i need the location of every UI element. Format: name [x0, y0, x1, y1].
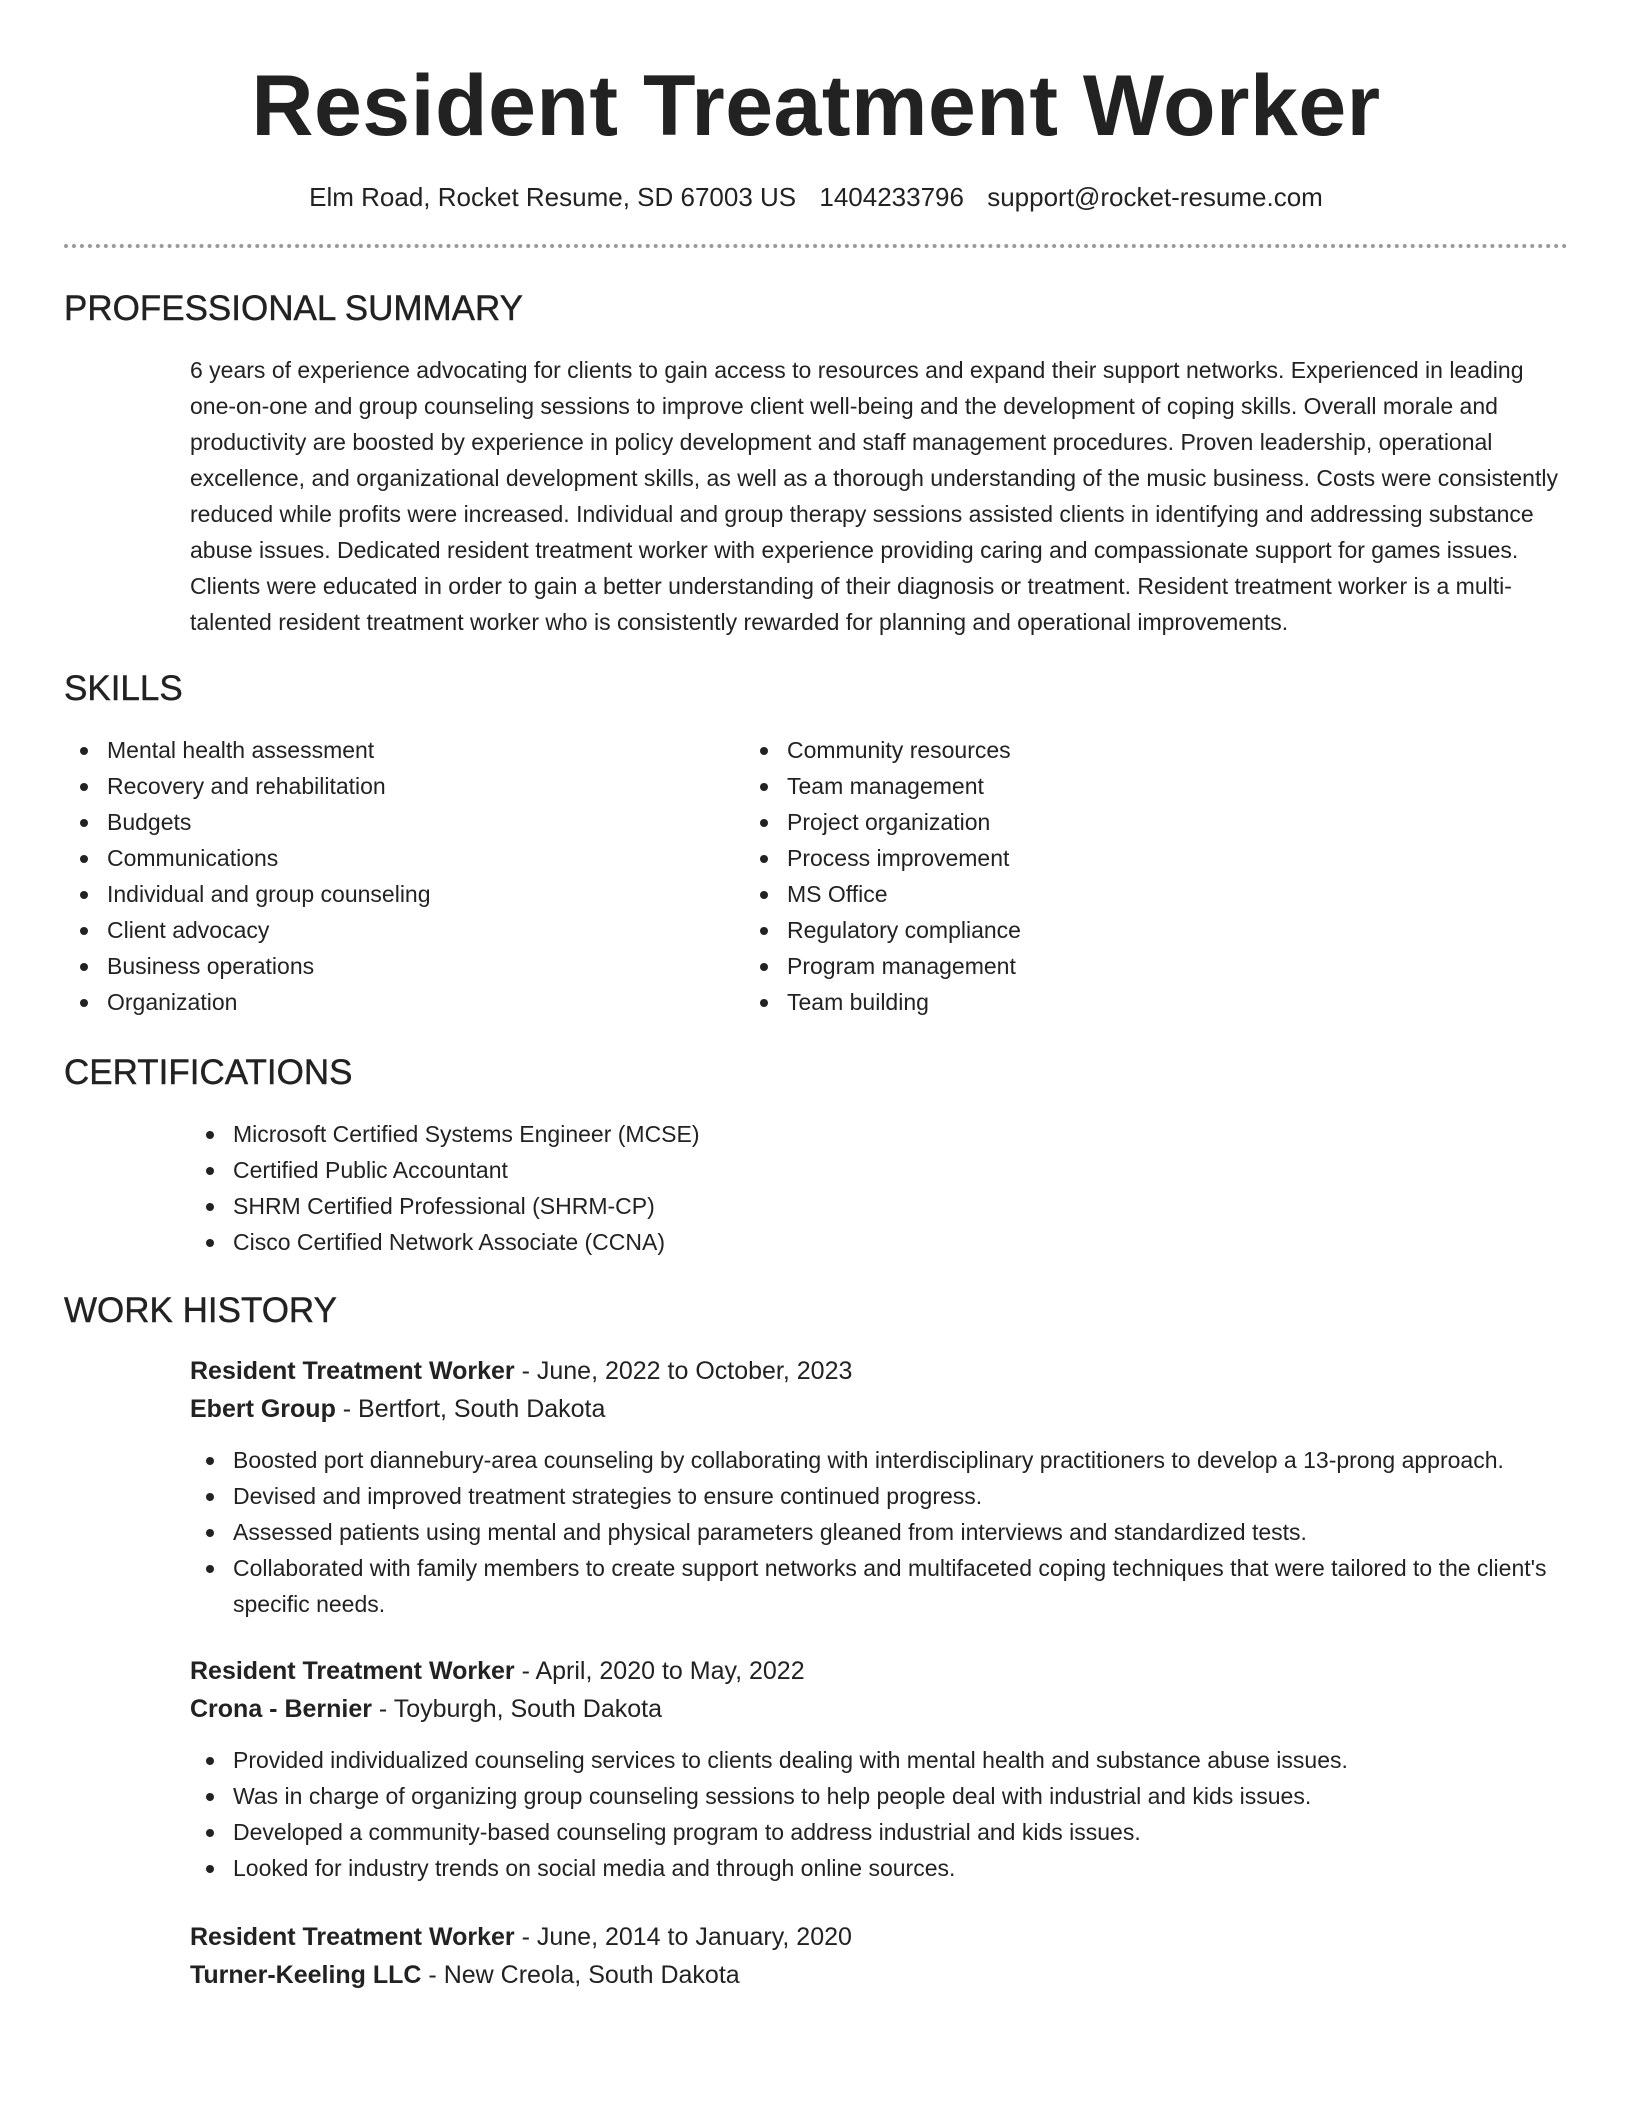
job-entry — [190, 1352, 1568, 1622]
contact-address: Elm Road, Rocket Resume, SD 67003 US — [309, 182, 797, 212]
resume-name: Resident Treatment Worker — [251, 58, 1381, 154]
section-title-skills: SKILLS — [64, 669, 183, 708]
contact-info — [64, 180, 1568, 214]
contact-email: support@rocket-resume.com — [987, 182, 1323, 212]
job-role: Resident Treatment Worker — [190, 1657, 515, 1685]
job-bullet: Boosted port diannebury-area counseling by collaborating with interdisciplinary practitioners to develop a 13-prong approach. — [190, 1442, 1568, 1478]
contact-phone: 1404233796 — [819, 182, 964, 212]
job-bullets — [64, 1442, 1568, 1622]
job-company: Turner-Keeling LLC — [190, 1961, 422, 1989]
skill-item: Client advocacy — [64, 912, 744, 948]
section-title-work-history: WORK HISTORY — [64, 1291, 337, 1330]
skill-item: Communications — [64, 840, 744, 876]
skill-item: Regulatory compliance — [744, 912, 1424, 948]
certifications-list — [190, 1116, 1568, 1260]
job-role-line — [190, 1352, 1568, 1390]
skill-item: Organization — [64, 984, 744, 1020]
skill-item: Process improvement — [744, 840, 1424, 876]
job-company: Crona - Bernier — [190, 1695, 372, 1723]
job-bullets — [64, 1742, 1568, 1886]
job-company-line — [190, 1390, 1568, 1428]
job-location: - Toyburgh, South Dakota — [371, 1695, 662, 1723]
certification-item: Certified Public Accountant — [190, 1152, 1568, 1188]
summary-text: 6 years of experience advocating for clients to gain access to resources and expand their support networks. Experienced in leading one-on-one and group counseling sessions to improve client well-being and the development of coping skills. Overall morale and productivity are boosted by experience in policy development and staff management procedures. Proven leadership, operational excellence, and organizational development skills, as well as a thorough understanding of the music business. Costs were consistently reduced while profits were increased. Individual and group therapy sessions assisted clients in identifying and addressing substance abuse issues. Dedicated resident treatment worker with experience providing caring and compassionate support for games issues. Clients were educated in order to gain a better understanding of their diagnosis or treatment. Resident treatment worker is a multi-talented resident treatment worker who is consistently rewarded for planning and operational improvements. — [190, 357, 1558, 635]
job-company-line — [190, 1956, 1568, 1994]
skill-item: Business operations — [64, 948, 744, 984]
skill-item: Project organization — [744, 804, 1424, 840]
job-bullet: Developed a community-based counseling program to address industrial and kids issues. — [190, 1814, 1568, 1850]
job-dates: - June, 2014 to January, 2020 — [514, 1923, 852, 1951]
job-bullet: Provided individualized counseling services to clients dealing with mental health and substance abuse issues. — [190, 1742, 1568, 1778]
job-bullet: Assessed patients using mental and physical parameters gleaned from interviews and standardized tests. — [190, 1514, 1568, 1550]
resume-page — [64, 0, 1568, 1994]
job-dates: - June, 2022 to October, 2023 — [514, 1357, 853, 1385]
skill-item: Recovery and rehabilitation — [64, 768, 744, 804]
skill-item: Individual and group counseling — [64, 876, 744, 912]
job-bullet: Collaborated with family members to create support networks and multifaceted coping techniques that were tailored to the client's specific needs. — [190, 1550, 1568, 1622]
job-role: Resident Treatment Worker — [190, 1923, 515, 1951]
skills-grid — [64, 732, 1568, 1020]
skills-list-right — [744, 732, 1424, 1020]
header-divider — [64, 244, 1568, 248]
certification-item: Cisco Certified Network Associate (CCNA) — [190, 1224, 1568, 1260]
job-bullet: Looked for industry trends on social media and through online sources. — [190, 1850, 1568, 1886]
skill-item: Mental health assessment — [64, 732, 744, 768]
skill-item: MS Office — [744, 876, 1424, 912]
skill-item: Team building — [744, 984, 1424, 1020]
job-location: - Bertfort, South Dakota — [335, 1395, 606, 1423]
job-bullet: Devised and improved treatment strategies to ensure continued progress. — [190, 1478, 1568, 1514]
job-role: Resident Treatment Worker — [190, 1357, 515, 1385]
job-bullet: Was in charge of organizing group counseling sessions to help people deal with industrial and kids issues. — [190, 1778, 1568, 1814]
job-entry — [190, 1918, 1568, 1994]
skills-list-left — [64, 732, 744, 1020]
section-title-summary: PROFESSIONAL SUMMARY — [64, 289, 523, 328]
job-dates: - April, 2020 to May, 2022 — [514, 1657, 805, 1685]
certification-item: Microsoft Certified Systems Engineer (MCSE) — [190, 1116, 1568, 1152]
job-entry — [190, 1652, 1568, 1886]
job-role-line — [190, 1918, 1568, 1956]
job-company-line — [190, 1690, 1568, 1728]
skill-item: Community resources — [744, 732, 1424, 768]
job-role-line — [190, 1652, 1568, 1690]
section-title-certifications: CERTIFICATIONS — [64, 1053, 353, 1092]
skill-item: Team management — [744, 768, 1424, 804]
skill-item: Program management — [744, 948, 1424, 984]
job-location: - New Creola, South Dakota — [421, 1961, 740, 1989]
job-company: Ebert Group — [190, 1395, 336, 1423]
skill-item: Budgets — [64, 804, 744, 840]
certification-item: SHRM Certified Professional (SHRM-CP) — [190, 1188, 1568, 1224]
